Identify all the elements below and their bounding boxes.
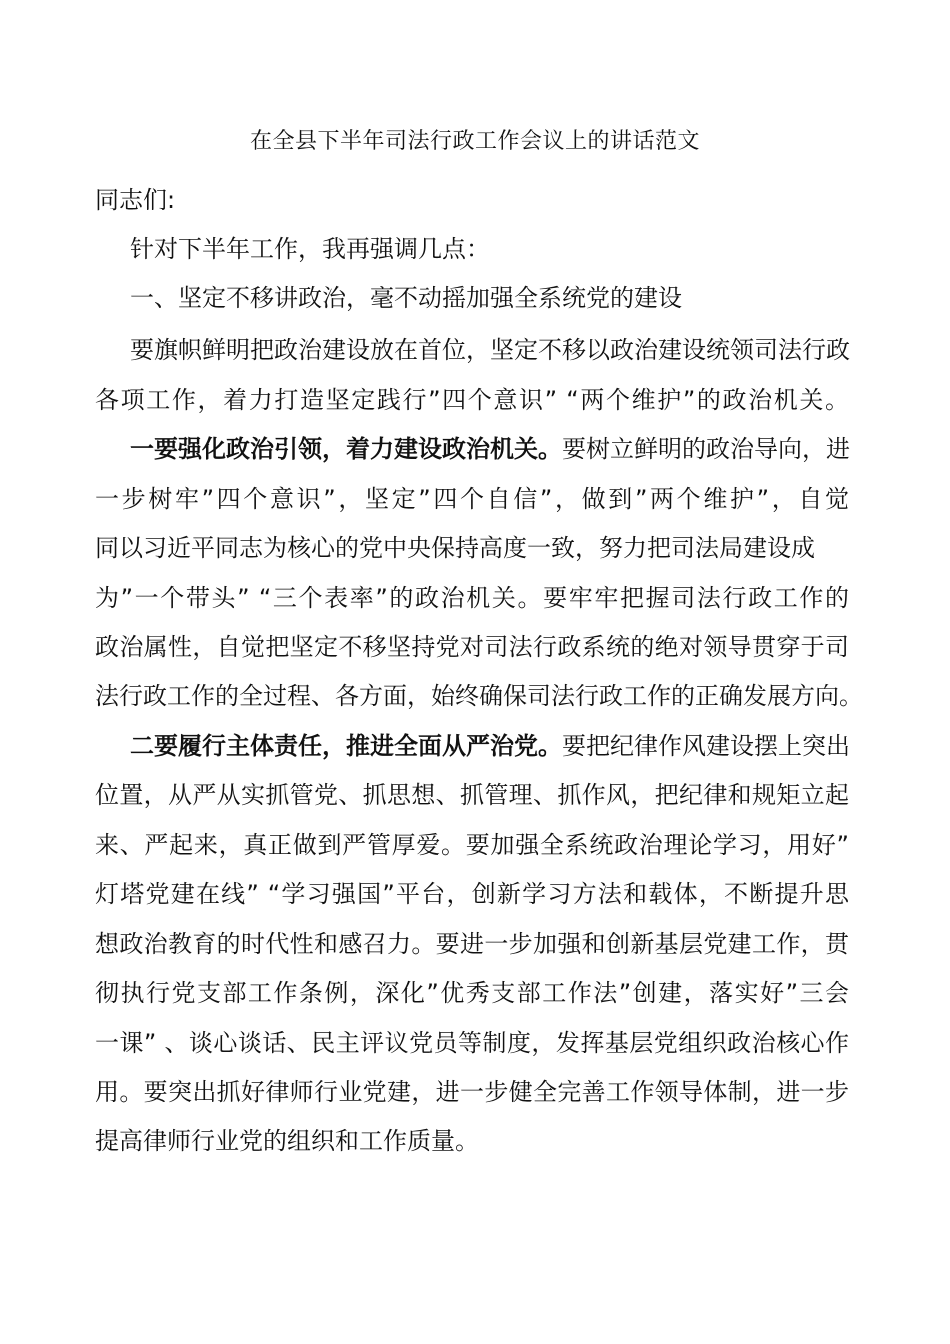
paragraph-2-line-5: 政治属性，自觉把坚定不移坚持党对司法行政系统的绝对领导贯穿于司 <box>95 633 849 661</box>
paragraph-3-line-7: 一课” 、谈心谈话、民主评议党员等制度，发挥基层党组织政治核心作 <box>95 1029 849 1057</box>
paragraph-2-line-1-text: 要树立鲜明的政治导向，进 <box>562 435 850 463</box>
paragraph-3-line-1-text: 要把纪律作风建设摆上突出 <box>562 732 850 760</box>
paragraph-2-line-6: 法行政工作的全过程、各方面，始终确保司法行政工作的正确发展方向。 <box>95 682 863 710</box>
paragraph-3-line-3: 来、严起来，真正做到严管厚爱。要加强全系统政治理论学习，用好” <box>95 831 849 859</box>
paragraph-1-line-1: 要旗帜鲜明把政治建设放在首位，坚定不移以政治建设统领司法行政 <box>130 336 850 364</box>
paragraph-1-line-2: 各项工作，着力打造坚定践行”四个意识” “两个维护”的政治机关。 <box>95 386 849 414</box>
paragraph-2-lead: 一要强化政治引领，着力建设政治机关。 <box>130 435 562 463</box>
paragraph-2-line-1 <box>130 433 849 465</box>
salutation: 同志们: <box>95 186 176 214</box>
section-heading-1: 一、坚定不移讲政治，毫不动摇加强全系统党的建设 <box>130 284 682 312</box>
document-title: 在全县下半年司法行政工作会议上的讲话范文 <box>249 129 700 154</box>
paragraph-3-line-8: 用。要突出抓好律师行业党建，进一步健全完善工作领导体制，进一步 <box>95 1078 849 1106</box>
paragraph-3-lead: 二要履行主体责任，推进全面从严治党。 <box>130 732 562 760</box>
paragraph-2-line-4: 为”一个带头” “三个表率”的政治机关。要牢牢把握司法行政工作的 <box>95 584 849 612</box>
paragraph-3-line-9: 提高律师行业党的组织和工作质量。 <box>95 1127 479 1155</box>
paragraph-3-line-4: 灯塔党建在线” “学习强国”平台，创新学习方法和载体，不断提升思 <box>95 880 849 908</box>
paragraph-3-line-6: 彻执行党支部工作条例，深化”优秀支部工作法”创建，落实好”三会 <box>95 979 849 1007</box>
intro-text: 针对下半年工作，我再强调几点： <box>130 235 490 263</box>
paragraph-3-line-2: 位置，从严从实抓管党、抓思想、抓管理、抓作风，把纪律和规矩立起 <box>95 781 849 809</box>
paragraph-3-line-5: 想政治教育的时代性和感召力。要进一步加强和创新基层党建工作，贯 <box>95 930 849 958</box>
paragraph-2-line-3: 同以习近平同志为核心的党中央保持高度一致，努力把司法局建设成 <box>95 534 815 562</box>
paragraph-2-line-2: 一步树牢”四个意识”，坚定”四个自信”，做到”两个维护”，自觉 <box>95 485 849 513</box>
paragraph-3-line-1 <box>130 730 849 762</box>
